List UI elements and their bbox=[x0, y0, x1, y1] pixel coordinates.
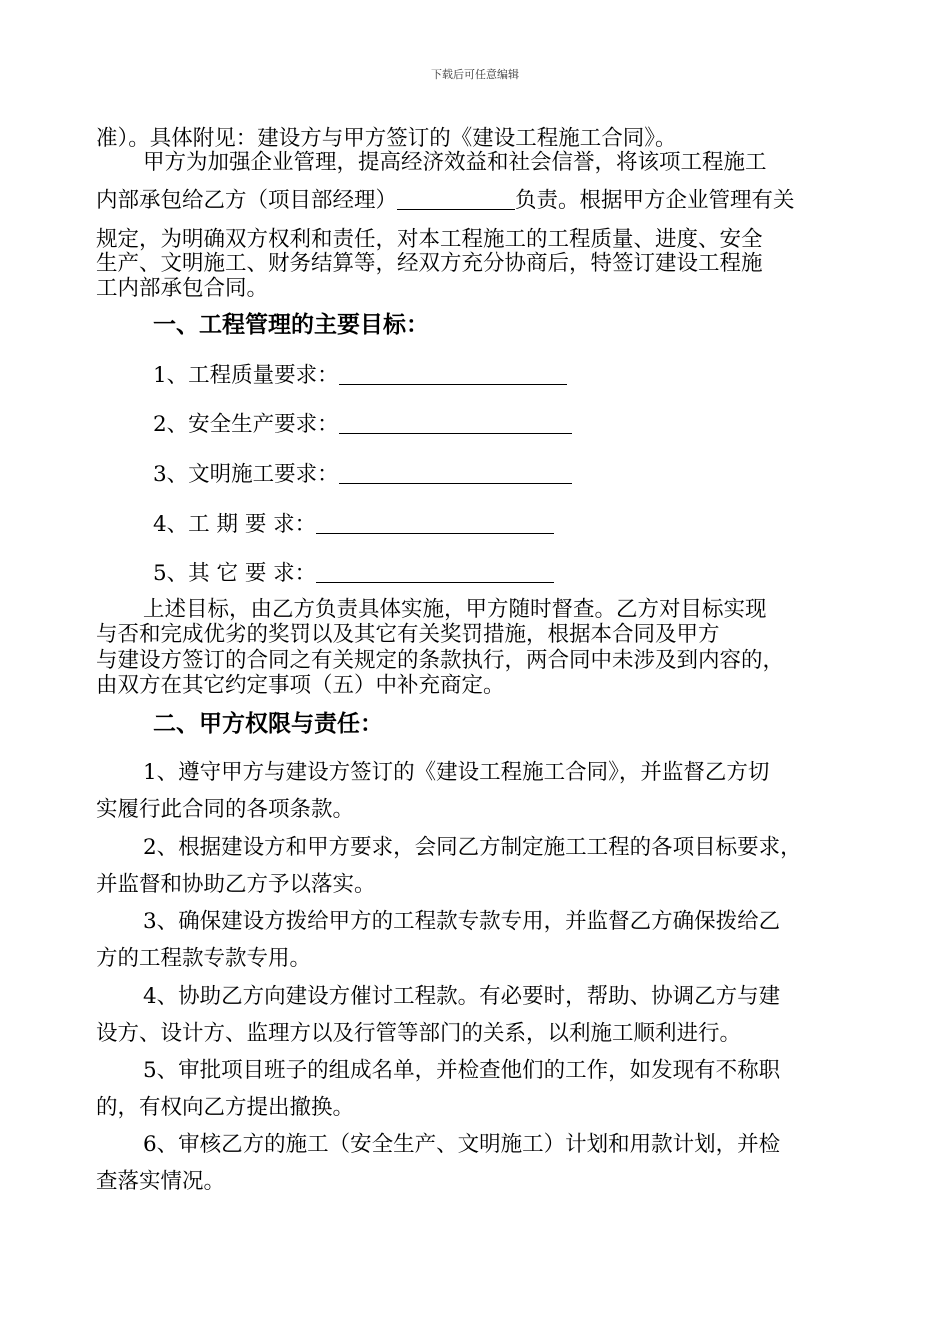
intro-line-5: 生产、文明施工、财务结算等，经双方充分协商后，特签订建设工程施 bbox=[96, 251, 763, 276]
target-item-label: 5、其 它 要 求： bbox=[153, 561, 317, 586]
intro-line-6: 工内部承包合同。 bbox=[96, 276, 269, 301]
target-item-label: 3、文明施工要求： bbox=[153, 462, 339, 487]
intro-line-3-before: 内部承包给乙方（项目部经理） bbox=[96, 188, 398, 213]
targets-paragraph-line-3: 与建设方签订的合同之有关规定的条款执行，两合同中未涉及到内容的， bbox=[96, 648, 785, 673]
clause-6-line-2: 查落实情况。 bbox=[96, 1169, 226, 1194]
target-item-blank bbox=[316, 513, 554, 534]
targets-paragraph-line-2: 与否和完成优劣的奖罚以及其它有关奖罚措施，根据本合同及甲方 bbox=[96, 622, 720, 647]
targets-paragraph-line-4: 由双方在其它约定事项（五）中补充商定。 bbox=[96, 673, 505, 698]
target-item-label: 1、工程质量要求： bbox=[153, 363, 339, 388]
clause-4-line-2: 设方、设计方、监理方以及行管等部门的关系，以利施工顺利进行。 bbox=[96, 1021, 742, 1046]
targets-paragraph-line-1: 上述目标，由乙方负责具体实施，甲方随时督查。乙方对目标实现 bbox=[143, 597, 767, 622]
page-header-note: 下载后可任意编辑 bbox=[431, 68, 519, 81]
section-2-heading: 二、甲方权限与责任： bbox=[153, 711, 383, 737]
target-item-blank bbox=[339, 463, 572, 484]
intro-line-3 bbox=[96, 189, 795, 212]
target-item-blank bbox=[339, 413, 572, 434]
intro-line-2: 甲方为加强企业管理，提高经济效益和社会信誉，将该项工程施工 bbox=[143, 150, 767, 175]
clause-4-line-1: 4、协助乙方向建设方催讨工程款。有必要时，帮助、协调乙方与建 bbox=[143, 984, 781, 1009]
project-manager-blank bbox=[397, 189, 515, 210]
target-item-2 bbox=[153, 413, 572, 436]
target-item-3 bbox=[153, 463, 572, 486]
target-item-1 bbox=[153, 364, 567, 387]
clause-3-line-2: 方的工程款专款专用。 bbox=[96, 946, 312, 971]
clause-2-line-1: 2、根据建设方和甲方要求，会同乙方制定施工工程的各项目标要求， bbox=[143, 835, 802, 860]
intro-line-3-after: 负责。根据甲方企业管理有关 bbox=[515, 188, 795, 213]
clause-5-line-1: 5、审批项目班子的组成名单，并检查他们的工作，如发现有不称职 bbox=[143, 1058, 781, 1083]
target-item-label: 2、安全生产要求： bbox=[153, 412, 339, 437]
target-item-blank bbox=[316, 562, 554, 583]
target-item-blank bbox=[339, 364, 567, 385]
target-item-5 bbox=[153, 562, 554, 585]
clause-1-line-1: 1、遵守甲方与建设方签订的《建设工程施工合同》，并监督乙方切 bbox=[143, 760, 770, 785]
clause-6-line-1: 6、审核乙方的施工（安全生产、文明施工）计划和用款计划，并检 bbox=[143, 1132, 781, 1157]
intro-line-1: 准）。具体附见：建设方与甲方签订的《建设工程施工合同》。 bbox=[96, 126, 677, 151]
clause-5-line-2: 的，有权向乙方提出撤换。 bbox=[96, 1095, 355, 1120]
target-item-label: 4、工 期 要 求： bbox=[153, 512, 317, 537]
clause-3-line-1: 3、确保建设方拨给甲方的工程款专款专用，并监督乙方确保拨给乙 bbox=[143, 909, 781, 934]
intro-line-4: 规定，为明确双方权利和责任，对本工程施工的工程质量、进度、安全 bbox=[96, 227, 763, 252]
section-1-heading: 一、工程管理的主要目标： bbox=[153, 312, 429, 338]
clause-1-line-2: 实履行此合同的各项条款。 bbox=[96, 797, 355, 822]
clause-2-line-2: 并监督和协助乙方予以落实。 bbox=[96, 872, 376, 897]
target-item-4 bbox=[153, 513, 554, 536]
